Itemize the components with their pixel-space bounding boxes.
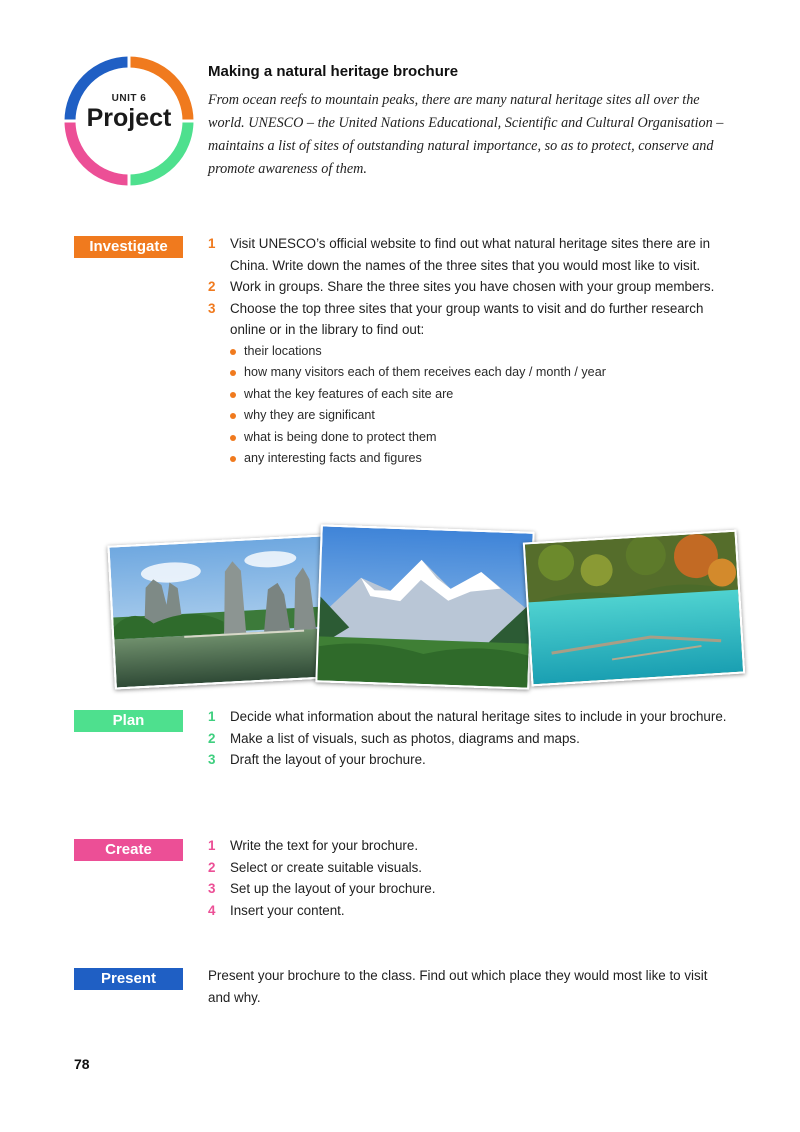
section-tag-investigate: Investigate [74, 236, 183, 258]
section-tag-present: Present [74, 968, 183, 990]
bullet-item [230, 405, 728, 427]
list-item [208, 857, 728, 879]
step-text: Set up the layout of your brochure. [230, 881, 436, 896]
photo-stone-forest [107, 534, 330, 689]
bullet-dot-icon [230, 435, 236, 441]
unit-label: UNIT 6 [111, 93, 147, 104]
step-number: 2 [208, 859, 216, 875]
unit-title: Project [86, 104, 172, 132]
step-text: Draft the layout of your brochure. [230, 752, 426, 767]
step-number: 2 [208, 279, 216, 294]
bullet-dot-icon [230, 456, 236, 462]
photo-turquoise-lake [523, 530, 745, 687]
list-item [208, 878, 728, 900]
bullet-text: any interesting facts and figures [244, 451, 422, 465]
list-item [208, 276, 728, 298]
bullet-item [230, 384, 728, 406]
bullet-dot-icon [230, 370, 236, 376]
list-item [208, 900, 728, 922]
plan-section [208, 706, 728, 771]
section-tag-plan: Plan [74, 710, 183, 732]
step-text: Decide what information about the natural heritage sites to include in your brochure. [230, 709, 727, 724]
list-item [208, 233, 728, 276]
research-bullet-list [230, 341, 728, 470]
present-text: Present your brochure to the class. Find out which place they would most like to visit and why. [208, 968, 708, 1005]
bullet-text: their locations [244, 343, 322, 358]
step-number: 3 [208, 300, 216, 316]
list-item [208, 835, 728, 857]
bullet-text: why they are significant [244, 408, 375, 422]
investigate-steps [208, 233, 728, 470]
plan-steps [208, 706, 728, 771]
section-tag-create: Create [74, 839, 183, 861]
list-item [208, 728, 728, 750]
step-text: Make a list of visuals, such as photos, diagrams and maps. [230, 730, 580, 746]
step-number: 1 [208, 709, 216, 724]
step-number: 2 [208, 730, 216, 746]
create-section [208, 835, 728, 921]
bullet-item [230, 341, 728, 363]
list-item [208, 749, 728, 771]
bullet-item [230, 362, 728, 384]
step-number: 3 [208, 752, 216, 767]
page-heading: Making a natural heritage brochure [208, 63, 459, 80]
step-text: Write the text for your brochure. [230, 838, 419, 853]
bullet-dot-icon [230, 349, 236, 355]
bullet-dot-icon [230, 413, 236, 419]
create-steps [208, 835, 728, 921]
bullet-item [230, 427, 728, 449]
bullet-dot-icon [230, 392, 236, 398]
intro-paragraph: From ocean reefs to mountain peaks, there are many natural heritage sites all over the world. UNESCO – the United Nations Educational, Scientific and Cultural Organisation – maintains a list of sites of outstanding natural importance, so as to protect, conserve and promote awareness of them. [208, 92, 724, 177]
bullet-text: what is being done to protect them [244, 429, 437, 444]
bullet-text: what the key features of each site are [244, 386, 454, 401]
bullet-item [230, 448, 728, 470]
page-number: 78 [74, 1056, 90, 1072]
step-text: Select or create suitable visuals. [230, 859, 423, 875]
step-number: 1 [208, 236, 216, 251]
step-text: Choose the top three sites that your group wants to visit and do further research online or in the library to find out: [230, 300, 704, 337]
photo-snow-mountains [315, 524, 534, 689]
step-text: Visit UNESCO’s official website to find out what natural heritage sites there are in China. Write down the names of the three sites that you would most like to visit. [230, 236, 711, 273]
list-item [208, 706, 728, 728]
step-number: 3 [208, 881, 216, 896]
step-number: 4 [208, 902, 216, 918]
investigate-section [208, 233, 728, 470]
bullet-text: how many visitors each of them receives each day / month / year [244, 365, 606, 379]
step-text: Work in groups. Share the three sites you have chosen with your group members. [230, 279, 715, 294]
step-number: 1 [208, 838, 216, 853]
step-text: Insert your content. [230, 902, 345, 918]
list-item [208, 298, 728, 470]
